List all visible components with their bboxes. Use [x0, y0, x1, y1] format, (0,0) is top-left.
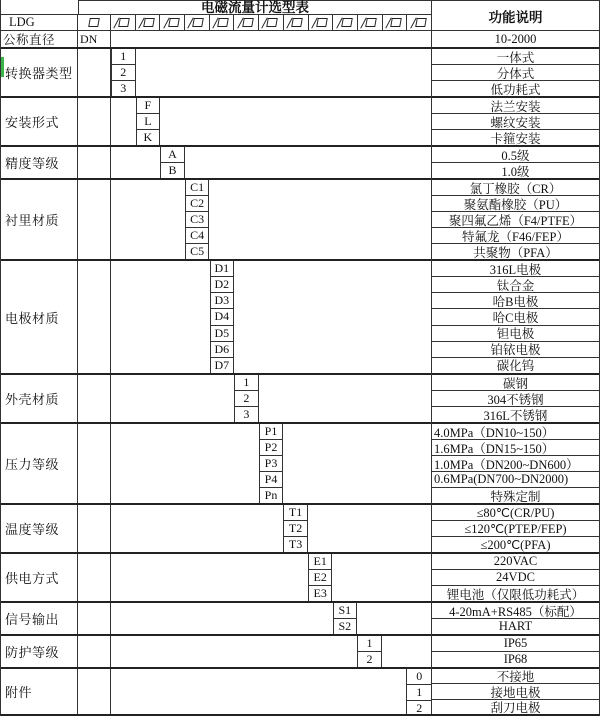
option-desc-cell: HART	[432, 618, 599, 634]
slash-checkbox-cell	[284, 15, 309, 30]
option-code-box: A	[168, 147, 177, 161]
group-label: 转换器类型	[1, 49, 78, 96]
header-blank-cell	[1, 0, 78, 14]
group-signal	[1, 601, 431, 634]
option-desc-cell: 哈B电极	[432, 292, 599, 308]
option-desc-cell: 316L电极	[489, 262, 542, 277]
option-desc-cell: 聚四氟乙烯（F4/PTFE）	[432, 211, 599, 227]
option-code-box: P3	[260, 455, 283, 471]
group-power	[1, 552, 431, 601]
option-desc-cell: 特氟龙（F46/FEP）	[432, 227, 599, 243]
option-code-box: S2	[334, 618, 357, 634]
model-first-box-cell	[78, 15, 111, 30]
option-code-box: P2	[260, 439, 283, 455]
checkbox-icon	[365, 18, 377, 27]
checkbox-icon	[242, 18, 254, 27]
group-housing	[1, 373, 431, 422]
checkbox-icon	[88, 18, 100, 27]
checkbox-icon	[119, 18, 131, 27]
selection-area	[1, 0, 431, 714]
option-desc-cell: 碳钢	[502, 376, 528, 390]
checkbox-icon	[267, 18, 279, 27]
option-desc-cell: 接地电极	[432, 683, 599, 698]
option-desc-cell: 1.0级	[432, 162, 599, 178]
option-desc-cell: IP65	[503, 636, 528, 650]
option-desc-cell: 铂铱电极	[432, 341, 599, 357]
slash-checkbox-cell	[407, 15, 431, 30]
checkbox-icon	[415, 18, 427, 27]
option-code-box: P1	[264, 424, 278, 438]
option-code-box: C4	[186, 227, 209, 243]
slash-checkbox-cell	[185, 15, 210, 30]
group-accessory	[1, 667, 431, 714]
group-label: 精度等级	[1, 147, 78, 178]
option-code-box: 2	[112, 64, 135, 80]
slash-checkbox-cell	[160, 15, 185, 30]
option-code-box: 1	[407, 684, 431, 700]
scan-artifact	[1, 57, 4, 77]
option-desc-cell: 钽电极	[432, 325, 599, 341]
option-desc-cell: 聚氨酯橡胶（PU）	[432, 195, 599, 211]
slash-checkbox-cell	[111, 15, 136, 30]
option-desc-cell: 一体式	[496, 50, 535, 64]
checkbox-icon	[341, 18, 353, 27]
slash-checkbox-cell	[358, 15, 383, 30]
option-desc-cell: 哈C电极	[432, 308, 599, 324]
group-converter-type	[1, 47, 431, 96]
group-install-form	[1, 96, 431, 145]
option-code-box: 2	[235, 390, 258, 406]
option-code-box: 1	[366, 636, 373, 650]
option-desc-cell: 螺纹安装	[432, 113, 599, 129]
option-code-box: S1	[338, 603, 352, 617]
option-code-box: T1	[288, 505, 303, 519]
group-label: 压力等级	[1, 424, 78, 503]
option-code-box: E3	[309, 585, 332, 601]
slash-checkbox-cell	[136, 15, 161, 30]
function-column	[431, 0, 599, 714]
group-temperature	[1, 503, 431, 552]
option-desc-cell: 低功耗式	[432, 80, 599, 96]
option-desc-cell: 0.6MPa(DN700~DN2000)	[432, 471, 599, 487]
group-label: 防护等级	[1, 636, 78, 667]
option-desc-cell: ≤200℃(PFA)	[432, 536, 599, 552]
checkbox-icon	[316, 18, 328, 27]
checkbox-icon	[193, 18, 205, 27]
option-code-box: B	[161, 162, 184, 178]
slash-checkbox-cell	[309, 15, 334, 30]
option-code-box: 2	[407, 700, 431, 714]
option-code-box: C3	[186, 211, 209, 227]
option-code-box: D5	[211, 325, 234, 341]
option-desc-cell: 特殊定制	[432, 487, 599, 503]
group-lining	[1, 178, 431, 259]
option-desc-cell: ≤80℃(CR/PU)	[476, 505, 555, 520]
group-protection	[1, 634, 431, 667]
option-code-box: C2	[186, 195, 209, 211]
slash-checkbox-cell	[333, 15, 358, 30]
diameter-desc: 10-2000	[494, 31, 537, 46]
option-code-box: C1	[190, 180, 205, 194]
function-header: 功能说明	[432, 0, 599, 31]
option-code-box: D2	[211, 276, 234, 292]
option-desc-cell: 不接地	[496, 670, 535, 684]
group-label: 外壳材质	[1, 375, 78, 422]
option-code-box: 1	[120, 49, 127, 63]
checkbox-icon	[390, 18, 402, 27]
option-desc-cell: 刮刀电极	[432, 699, 599, 714]
option-code-box: 3	[235, 406, 258, 422]
option-desc-cell: IP68	[432, 651, 599, 667]
option-code-box: P4	[260, 471, 283, 487]
group-label: 衬里材质	[1, 180, 78, 259]
diameter-label: 公称直径	[1, 31, 78, 47]
option-desc-cell: 220VAC	[493, 554, 538, 568]
group-label: 安装形式	[1, 98, 78, 145]
option-code-box: L	[137, 113, 160, 129]
slash-checkbox-cell	[383, 15, 408, 30]
checkbox-icon	[143, 18, 155, 27]
option-code-box: T2	[284, 520, 307, 536]
slash-checkbox-cell	[234, 15, 259, 30]
option-desc-cell: 4.0MPa（DN10~150）	[434, 425, 555, 439]
option-desc-cell: 4-20mA+RS485（标配）	[449, 604, 582, 618]
option-code-box: E2	[309, 569, 332, 585]
group-label: 温度等级	[1, 505, 78, 552]
group-label: 附件	[1, 669, 78, 714]
option-code-box: Pn	[260, 487, 283, 503]
group-electrode	[1, 259, 431, 373]
model-code-boxes	[111, 15, 431, 30]
option-code-box: T3	[284, 536, 307, 552]
option-code-box: D7	[211, 357, 234, 373]
option-code-box: 3	[112, 80, 135, 96]
option-desc-cell: 分体式	[432, 64, 599, 80]
option-desc-cell: 24VDC	[432, 569, 599, 585]
model-code-row	[1, 15, 431, 31]
option-desc-cell: 1.6MPa（DN15~150）	[432, 439, 599, 455]
option-desc-cell: 316L不锈钢	[432, 406, 599, 422]
option-code-box: C5	[186, 243, 209, 259]
option-code-box: 2	[358, 651, 381, 667]
group-label: 电极材质	[1, 261, 78, 373]
option-code-box: E1	[313, 554, 327, 568]
option-desc-cell: 法兰安装	[490, 99, 541, 113]
option-code-box: D4	[211, 308, 234, 324]
diameter-row	[1, 31, 431, 47]
table-header-row	[1, 0, 431, 15]
option-code-box: 1	[243, 375, 250, 389]
option-code-box: D3	[211, 292, 234, 308]
group-accuracy	[1, 145, 431, 178]
diameter-code: DN	[78, 31, 111, 47]
model-prefix: LDG	[1, 15, 78, 30]
option-desc-cell: 0.5级	[501, 148, 530, 162]
option-desc-cell: 共聚物（PFA）	[432, 243, 599, 259]
option-desc-cell: 304不锈钢	[432, 390, 599, 406]
option-code-box: D1	[214, 261, 230, 276]
checkbox-icon	[168, 18, 180, 27]
page-title: 电磁流量计选型表	[78, 0, 431, 14]
option-desc-cell: 钛合金	[432, 276, 599, 292]
option-code-box: F	[144, 98, 152, 112]
group-label: 信号输出	[1, 603, 78, 634]
option-code-box: 0	[416, 669, 423, 683]
option-desc-cell: 氯丁橡胶（CR）	[469, 181, 562, 195]
option-desc-cell: 卡箍安装	[432, 129, 599, 145]
option-desc-cell: 碳化钨	[432, 357, 599, 373]
diameter-empty-cell	[111, 31, 431, 47]
option-code-box: D6	[211, 341, 234, 357]
option-desc-cell: 1.0MPa（DN200~DN600）	[432, 455, 599, 471]
option-desc-cell: 锂电池（仅限低功耗式）	[432, 585, 599, 601]
checkbox-icon	[291, 18, 303, 27]
option-code-box: K	[137, 129, 160, 145]
option-desc-cell: ≤120℃(PTEP/FEP)	[432, 520, 599, 536]
slash-checkbox-cell	[210, 15, 235, 30]
checkbox-icon	[217, 18, 229, 27]
group-pressure	[1, 422, 431, 503]
group-label: 供电方式	[1, 554, 78, 601]
slash-checkbox-cell	[259, 15, 284, 30]
